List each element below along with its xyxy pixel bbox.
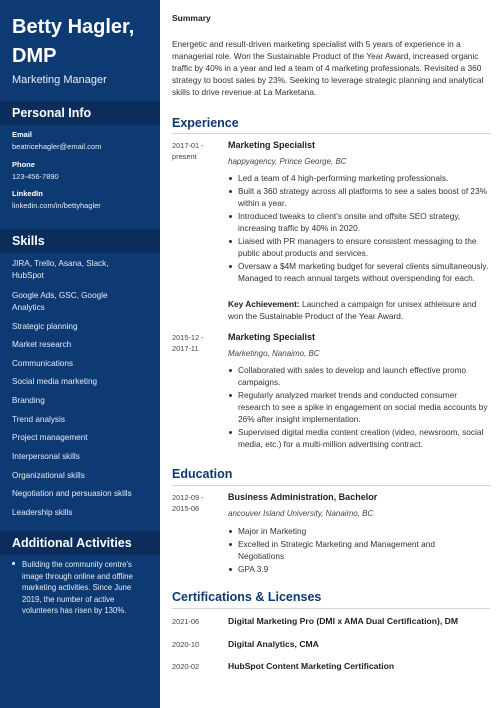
skill-item: Branding xyxy=(12,396,45,405)
achievement-text: Launched a campaign for unisex athleisure and won the Sustainable Product of the Year Award. xyxy=(228,299,477,321)
education-heading: Education xyxy=(172,467,233,481)
section-divider xyxy=(172,133,490,134)
skill-item: Google Ads, GSC, Google Analytics xyxy=(12,291,108,312)
phone-value[interactable]: 123-456-7890 xyxy=(12,172,59,181)
cert-name: Digital Analytics, CMA xyxy=(228,639,319,649)
list-item: Excelled in Strategic Marketing and Management and Negotiations xyxy=(228,538,458,562)
phone-label: Phone xyxy=(12,160,35,169)
list-item: Built a 360 strategy across all platforms to see a sales boost of 23% within a year. xyxy=(228,185,490,209)
skill-item: Market research xyxy=(12,340,72,349)
skill-item: Organizational skills xyxy=(12,471,85,480)
experience-heading: Experience xyxy=(172,116,239,130)
education-degree: Business Administration, Bachelor xyxy=(228,492,378,502)
list-item: Introduced tweaks to client's onsite and offsite SEO strategy, increasing traffic by 40% in 2020. xyxy=(228,210,490,234)
cert-name: Digital Marketing Pro (DMI x AMA Dual Certification), DM xyxy=(228,616,458,626)
job-company: Marketingo, Nanaimo, BC xyxy=(228,349,320,358)
email-value[interactable]: beatricehagler@email.com xyxy=(12,142,102,151)
list-item: Collaborated with sales to develop and launch effective promo campaigns. xyxy=(228,364,490,388)
section-divider xyxy=(172,485,490,486)
job-company: happyagency, Prince George, BC xyxy=(228,157,347,166)
section-divider xyxy=(172,608,490,609)
job-bullets xyxy=(228,172,490,285)
job-bullets xyxy=(228,364,490,451)
skill-item: Leadership skills xyxy=(12,508,73,517)
list-item: Oversaw a $4M marketing budget for several clients simultaneously. Managed to reach annual targets without overspending for each. xyxy=(228,260,490,284)
linkedin-value[interactable]: linkedin.com/in/bettyhagler xyxy=(12,201,101,210)
candidate-title: Marketing Manager xyxy=(12,74,107,86)
achievement-label: Key Achievement: xyxy=(228,299,300,309)
job-role: Marketing Specialist xyxy=(228,332,316,342)
education-bullets xyxy=(228,525,458,576)
skill-item: Negotiation and persuasion skills xyxy=(12,489,132,498)
cert-date: 2021-06 xyxy=(172,617,200,626)
list-item: Led a team of 4 high-performing marketing professionals. xyxy=(228,172,490,184)
skill-item: JIRA, Trello, Asana, Slack, HubSpot xyxy=(12,259,109,280)
email-label: Email xyxy=(12,130,33,139)
key-achievement xyxy=(228,298,490,322)
skill-item: Strategic planning xyxy=(12,322,78,331)
list-item: GPA 3.9 xyxy=(228,563,458,575)
skill-item: Interpersonal skills xyxy=(12,452,80,461)
sidebar xyxy=(0,0,160,708)
job-role: Marketing Specialist xyxy=(228,140,316,150)
linkedin-label: LinkedIn xyxy=(12,189,43,198)
job-dates: 2015-12 - 2017-11 xyxy=(172,333,204,353)
education-dates: 2012-09 - 2015-06 xyxy=(172,493,204,513)
activity-item: Building the community centre's image through online and offline marketing activities. Since June 2019, the number of active volunteers has risen by 130%. xyxy=(22,560,133,615)
cert-date: 2020-10 xyxy=(172,640,200,649)
cert-name: HubSpot Content Marketing Certification xyxy=(228,661,395,671)
skills-heading: Skills xyxy=(0,229,160,253)
main-content xyxy=(160,0,500,708)
cert-date: 2020-02 xyxy=(172,662,200,671)
personal-info-heading: Personal Info xyxy=(0,101,160,125)
bullet-icon xyxy=(12,562,15,565)
summary-text: Energetic and result-driven marketing specialist with 5 years of experience in a managerial role. Won the Sustainable Product of the Year Award, increased organic traffic by 40% in a year and led a team of 4 marketing professionals. Revisited a 360 strategy to boost sales by 23%. Seeking to leverage strategic planning and analytical skills to drive revenue at La Marketana. xyxy=(172,39,484,97)
skill-item: Project management xyxy=(12,433,88,442)
candidate-name: Betty Hagler, DMP xyxy=(12,16,135,67)
list-item: Liaised with PR managers to ensure consistent messaging to the public about products and services. xyxy=(228,235,490,259)
skill-item: Social media marketing xyxy=(12,377,98,386)
education-school: ancouver Island University, Nanaimo, BC xyxy=(228,509,374,518)
activities-heading: Additional Activities xyxy=(0,531,160,555)
skill-item: Communications xyxy=(12,359,73,368)
summary-heading: Summary xyxy=(172,13,211,23)
certifications-heading: Certifications & Licenses xyxy=(172,590,322,604)
list-item: Supervised digital media content creation (video, newsroom, social media, etc.) for a multi-million advertising contract. xyxy=(228,426,490,450)
job-dates: 2017-01 - present xyxy=(172,141,204,161)
list-item: Regularly analyzed market trends and conducted consumer research to see a spike in engagement on social media accounts by 26% after insight implementation. xyxy=(228,389,490,425)
list-item: Major in Marketing xyxy=(228,525,458,537)
skill-item: Trend analysis xyxy=(12,415,65,424)
